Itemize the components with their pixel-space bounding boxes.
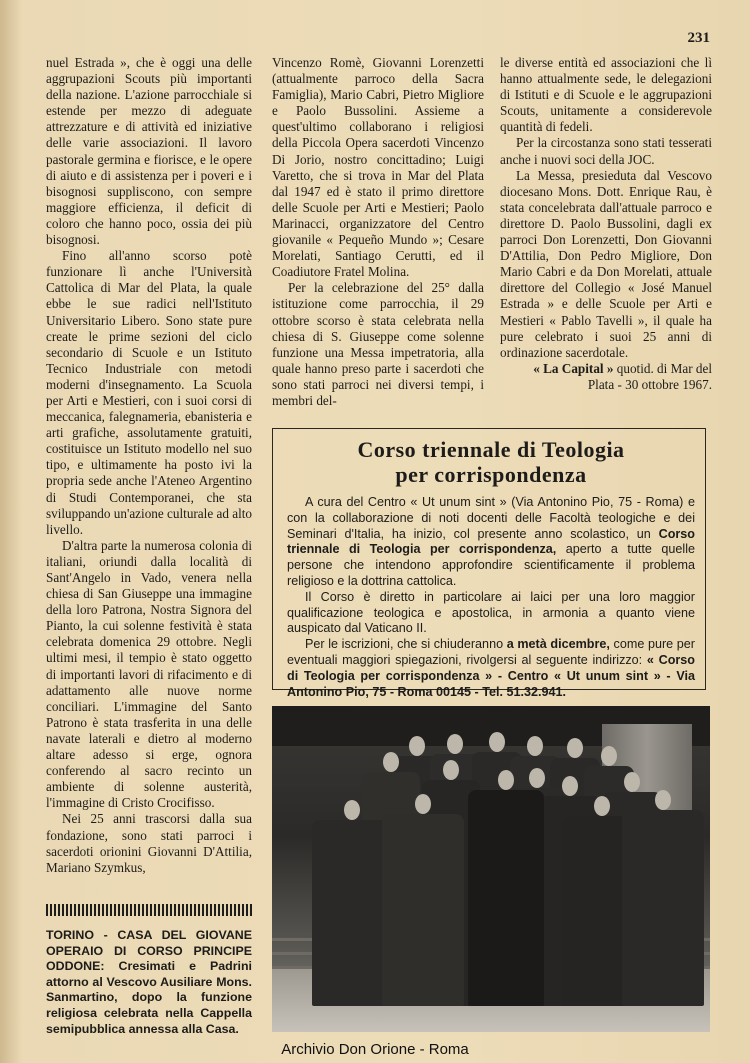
source-signature [500, 361, 712, 393]
text-span: aperto a tutte quelle persone che intendono approfondire scientificamente il problema religioso e la dottrina cattolica. [287, 542, 695, 588]
article-column-2 [272, 55, 484, 415]
paragraph: D'altra parte la numerosa colonia di italiani, oriundi dalla località di Sant'Angelo in Vado, venera nella chiesa di San Giuseppe una immagine della loro Patrona, Nostra Signora del Pianto, la cui solenne festività è stata celebrata domenica 29 ottobre. Negli ultimi mesi, il tempio è stato oggetto di importanti lavori di rifacimento e di adattamento alle nuove norme conciliari. L'immagine del Santo Patrono è stata trasferita in una delle navate laterali e dietro al moderno altare adesso si erge, ognora conferendo al sacro recinto un ambiente di solenne austerità, l'immagine di Cristo Crocifisso. [46, 537, 252, 811]
source-name: « La Capital » [533, 360, 614, 376]
course-name: Corso triennale di Teologia per corrispondenza, [287, 526, 695, 557]
announcement-title [287, 437, 695, 487]
announcement-title-line1: Corso triennale di Teologia [357, 437, 625, 462]
deadline: a metà dicembre, [506, 637, 610, 652]
page-number: 231 [687, 30, 710, 46]
announcement-paragraph: Il Corso è diretto in particolare ai laici per una loro maggior qualificazione teologica e apostolica, in armonia a quanto viene auspicato dal Vaticano II. [287, 589, 695, 636]
text-span: A cura del Centro « Ut unum sint » (Via Antonino Pio, 75 - Roma) e con la collaborazione di noti docenti delle Facoltà teologiche e dei Seminari d'Italia, ha inizio, col presente anno scolastico, un [287, 495, 695, 541]
article-column-1 [46, 55, 252, 895]
course-announcement-box [272, 428, 706, 699]
photo-caption: TORINO - CASA DEL GIOVANE OPERAIO DI CORSO PRINCIPE ODDONE: Cresimati e Padrini attorno al Vescovo Ausiliare Mons. Sanmartino, dopo la funzione religiosa celebrata nella Cappella semipubblica annessa alla Casa. [46, 928, 252, 1036]
paragraph: Fino all'anno scorso potè funzionare lì anche l'Università Cattolica di Mar del Plata, la quale ebbe le sue radici nell'Istituto Universitario Libero. Sono state pure create le prime sezioni del ciclo secondario di Scuole e un Istituto Tecnico Industriale con metodi moderni d'insegnamento. La Scuola per Arti e Mestieri, con i suoi corsi di meccanica, falegnameria, ebanisteria e arti grafiche, assolutamente gratuiti, costituisce un Istituto modello nel suo tipo, e ultimamente ha posto ivi la propria sede anche l'Ateneo Argentino di Studi Contemporanei, che sta sviluppando un'azione culturale ad alto livello. [46, 248, 252, 537]
decorative-rule [46, 904, 252, 916]
announcement-title-line2: per corrispondenza [395, 462, 587, 487]
group-photo [272, 706, 710, 1032]
paragraph: Per la circostanza sono stati tesserati anche i nuovi soci della JOC. [500, 135, 712, 167]
paragraph: Nei 25 anni trascorsi dalla sua fondazione, sono stati parroci i sacerdoti orionini Giovanni D'Attilia, Mariano Szymkus, [46, 811, 252, 875]
archive-footer: Archivio Don Orione - Roma [281, 1041, 469, 1058]
source-date: quotid. di Mar del Plata - 30 ottobre 1967. [587, 360, 712, 392]
paragraph: Per la celebrazione del 25° dalla istituzione come parrocchia, il 29 ottobre scorso è stata celebrata nella chiesa di S. Giuseppe come solenne funzione una Messa impetratoria, alla quale hanno preso parte i sacerdoti che sono stati parroci nei diversi tempi, i membri del- [272, 280, 484, 408]
announcement-paragraph [287, 637, 695, 700]
paragraph: le diverse entità ed associazioni che lì hanno attualmente sede, le delegazioni di Istituti e di Scuole e le aggrupazioni Scouts, unitamente a considerevole quantità di fedeli. [500, 55, 712, 135]
contact-address: « Corso di Teologia per corrispondenza » - Centro « Ut unum sint » - Via Antonino Pio, 75 - Roma 00145 - Tel. 51.32.941. [287, 652, 695, 699]
paragraph: La Messa, presieduta dal Vescovo diocesano Mons. Dott. Enrique Rau, è stata concelebrata dall'attuale parroco e direttore D. Paolo Bussolini, dagli ex parroci Don Lorenzetti, Don Giovanni D'Attilia, Don Pedro Migliore, Don Mario Cabri e da Don Morelati, attuale direttore del Collegio « José Manuel Estrada » e delle Scuole per Arti e Mestieri « Pablo Tavelli », il quale ha pure celebrato i suoi 25 anni di ordinazione sacerdotale. [500, 167, 712, 360]
article-column-3 [500, 55, 712, 415]
text-span: Per le iscrizioni, che si chiuderanno [305, 637, 507, 652]
paragraph: Vincenzo Romè, Giovanni Lorenzetti (attualmente parroco della Sacra Famiglia), Mario Cabri, Pietro Migliore e Paolo Bussolini. Assieme a quest'ultimo collaborano i religiosi della Piccola Opera sacerdoti Vincenzo Di Jorio, nostro concittadino; Luigi Varetto, che si trova in Mar del Plata dal 1947 ed è stato il primo direttore delle Scuole per Arti e Mestieri; Paolo Marinacci, organizzatore del Centro giovanile « Pequeño Mundo »; Cesare Morelati, Santiago Cerutti, ed il Coadiutore Fratel Molina. [272, 55, 484, 280]
text-span: come pure per eventuali maggiori spiegazioni, rivolgersi al seguente indirizzo: [287, 637, 695, 667]
paragraph: nuel Estrada », che è oggi una delle aggrupazioni Scouts più importanti della nazione. L'azione parrocchiale si estende per mezzo di adeguate attrezzature e di attività ed iniziative delle varie associazioni. Il lavoro pastorale germina e fiorisce, e le opere di aiuto e di assistenza per i poveri e i bisognosi suppliscono, con sempre maggiore efficienza, il deficit di coloro che hanno poco, ossia dei più bisognosi. [46, 55, 252, 248]
announcement-paragraph [287, 495, 695, 590]
